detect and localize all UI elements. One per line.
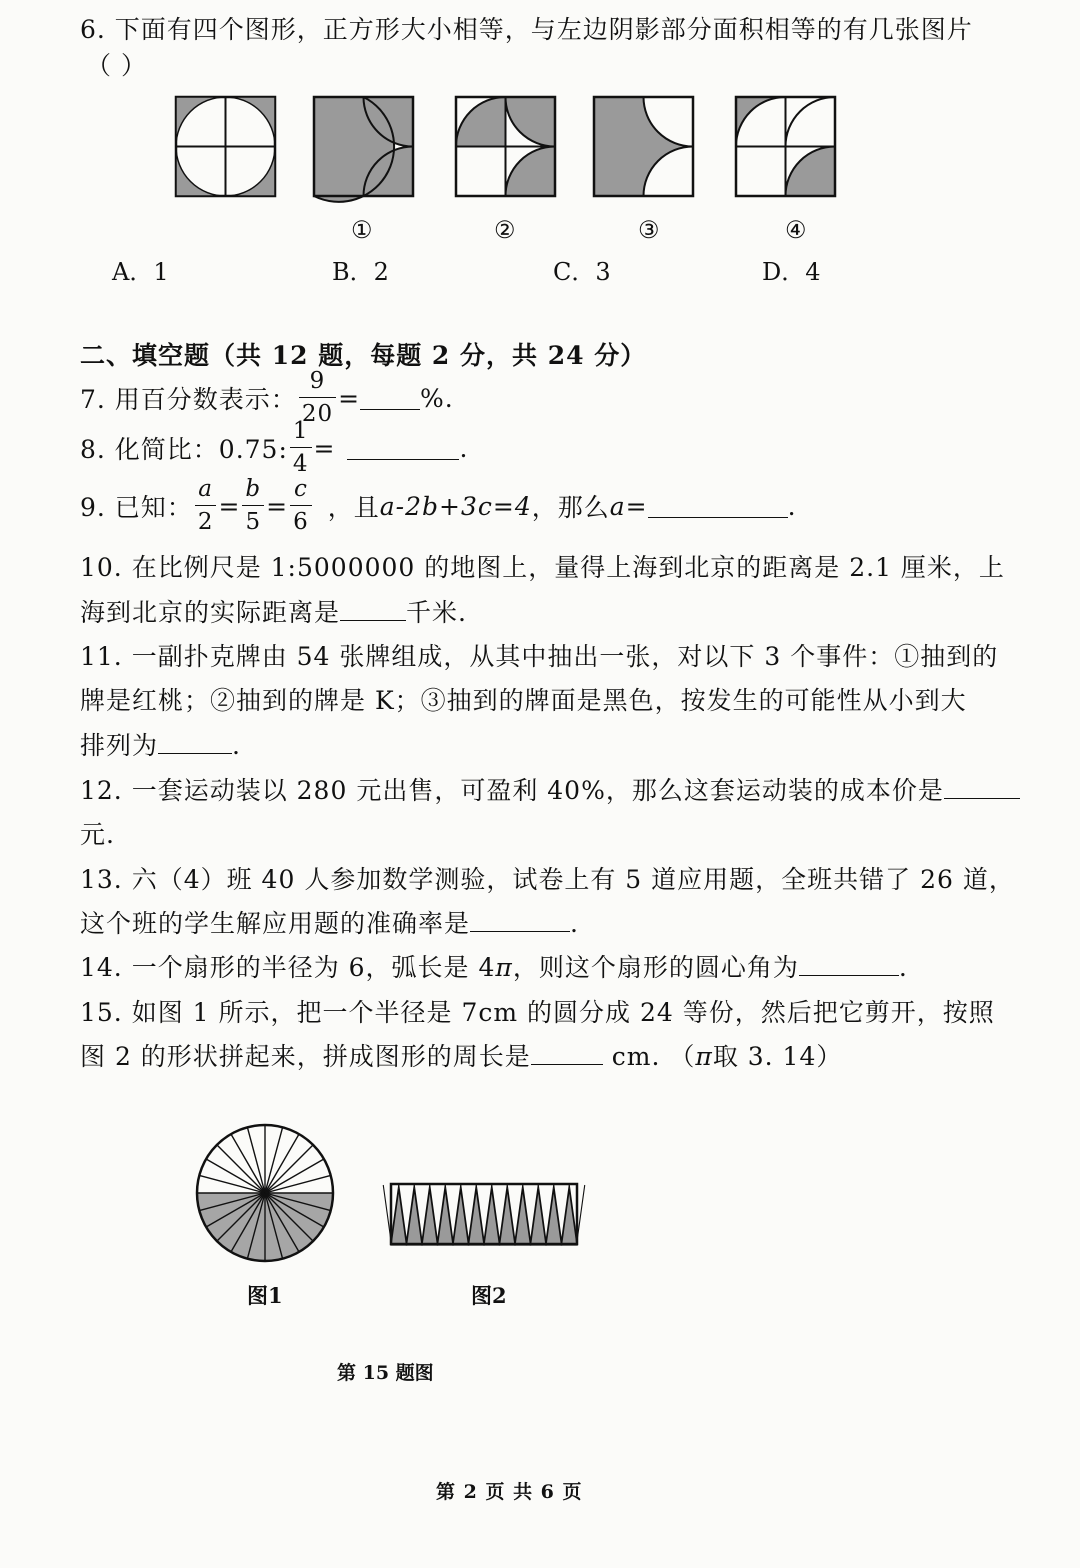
q15-unit: cm. （ (602, 1042, 696, 1071)
q13-line-2 (80, 904, 579, 940)
q8-answer-blank[interactable] (347, 437, 459, 460)
q8-line (80, 417, 468, 479)
q15-figure-2-shaded-sector (484, 1189, 500, 1245)
q15-figure-2-shaded-sector (469, 1189, 485, 1245)
q15-pi: π (695, 1042, 713, 1071)
q12-line-1-text: 12. 一套运动装以 280 元出售，可盈利 40%，那么这套运动装的成本价是 (80, 776, 944, 805)
q6-option-d: D．4 (762, 258, 821, 286)
q8-suffix: . (459, 433, 469, 463)
q12-line-2: 元. (80, 820, 115, 849)
q7-suffix: %. (420, 383, 454, 413)
q6-option-a: A．1 (112, 258, 169, 286)
q9-denominator-a: 2 (197, 509, 214, 535)
q6-figure-label-3: ③ (638, 216, 660, 244)
q6-figure-label-2: ② (494, 216, 516, 244)
q14-text-a: 14. 一个扇形的半径为 6，弧长是 4 (80, 953, 496, 982)
q15-figure-2-shaded-sector (515, 1189, 531, 1245)
q9-denominator-b: 5 (245, 509, 262, 535)
page-footer: 第 2 页 共 6 页 (436, 1481, 583, 1503)
q9-numerator-a: a (195, 478, 217, 506)
q13-line-2-text: 这个班的学生解应用题的准确率是 (80, 909, 471, 938)
q15-figure-1-radius (247, 1127, 265, 1193)
q9-prefix: 9. 已知： (80, 493, 193, 522)
q15-figure-group-caption: 第 15 题图 (337, 1362, 434, 1384)
q9-equals-1: = (218, 491, 241, 521)
q11-line-3 (80, 726, 241, 762)
q9-fraction-b (242, 478, 264, 534)
q11-line-3-text: 排列为 (80, 731, 159, 760)
q6-figure-3-square (594, 97, 693, 196)
q12-line-1 (80, 771, 1020, 807)
q6-option-b: B．2 (332, 258, 389, 286)
q14-suffix: . (898, 953, 908, 982)
q9-numerator-b: b (242, 478, 264, 506)
q11-answer-blank[interactable] (158, 731, 232, 754)
q8-denominator: 4 (292, 451, 309, 477)
q6-answer-paren: （ ） (86, 51, 147, 80)
q10-line-2-text: 海到北京的实际距离是 (80, 598, 341, 627)
q9-condition-lead: ，且 (327, 493, 380, 522)
q6-figure-label-1: ① (351, 216, 373, 244)
q7-prefix: 7. 用百分数表示： (80, 385, 297, 414)
q7-equals: = (338, 383, 361, 413)
q15-line-2 (80, 1037, 842, 1073)
q13-line-1: 13. 六（4）班 40 人参加数学测验，试卷上有 5 道应用题，全班共错了 26 道， (80, 865, 1015, 894)
q15-figure-1-caption: 图1 (247, 1283, 283, 1308)
q9-condition-equation: a-2b+3c=4 (379, 491, 532, 521)
q15-figure-2-shaded-sector (531, 1189, 547, 1245)
q6-text: 6. 下面有四个图形，正方形大小相等，与左边阴影部分面积相等的有几张图片 (80, 15, 973, 44)
q11-suffix: . (232, 731, 241, 760)
q15-figure-2-shaded-sector (562, 1189, 578, 1245)
q9-suffix: . (787, 491, 797, 521)
section-heading: 二、填空题（共 12 题，每题 2 分，共 24 分） (80, 341, 647, 370)
q8-equals: = (313, 433, 336, 463)
q15-figure-2-shaded-sector (391, 1189, 407, 1245)
q15-figure-1-radius (265, 1127, 283, 1193)
q7-answer-blank[interactable] (360, 387, 420, 410)
q9-answer-blank[interactable] (648, 495, 788, 518)
q14-pi: π (495, 953, 513, 982)
q15-line-1: 15. 如图 1 所示，把一个半径是 7cm 的圆分成 24 等份，然后把它剪开，按照 (80, 998, 995, 1027)
q15-figure-2-shaded-sector (407, 1189, 423, 1245)
q9-fraction-a (195, 478, 217, 534)
q12-answer-blank[interactable] (944, 776, 1020, 799)
q6-reference-square (176, 97, 275, 196)
q14-line (80, 948, 908, 984)
q6-figure-1-square (314, 97, 413, 196)
q13-suffix: . (570, 909, 579, 938)
q8-fraction (290, 420, 312, 476)
q15-figure-1-circle (194, 1122, 336, 1264)
q8-prefix: 8. 化简比：0.75: (80, 435, 288, 464)
q6-figure-2-square (456, 97, 555, 196)
q15-pi-note: 取 3. 14） (712, 1042, 843, 1071)
q11-line-2: 牌是红桃；②抽到的牌是 K；③抽到的牌面是黑色，按发生的可能性从小到大 (80, 686, 967, 715)
q9-fraction-c (290, 478, 312, 534)
q15-figure-2-caption: 图2 (471, 1283, 507, 1308)
q10-answer-blank[interactable] (340, 598, 406, 621)
q15-figure-2-shaded-sector (546, 1189, 562, 1245)
q10-unit: 千米. (406, 598, 467, 627)
q15-figure-1-radius (265, 1175, 331, 1193)
q9-condition-then: ，那么 (531, 493, 610, 522)
q11-line-1: 11. 一副扑克牌由 54 张牌组成，从其中抽出一张，对以下 3 个事件：①抽到的 (80, 642, 999, 671)
q7-numerator: 9 (299, 370, 336, 398)
q10-line-2 (80, 593, 467, 629)
q15-figure-2-shaded-sector (438, 1189, 454, 1245)
q15-figure-2-shaded-sector (422, 1189, 438, 1245)
q6-figure-4-square (736, 97, 835, 196)
q7-denominator: 20 (301, 401, 334, 427)
q15-figure-2-shaded-sector (500, 1189, 516, 1245)
q10-line-1: 10. 在比例尺是 1:5000000 的地图上，量得上海到北京的距离是 2.1 厘米，上 (80, 553, 1005, 582)
q15-figure-2-rearranged (390, 1183, 580, 1247)
q15-line-2-text: 图 2 的形状拼起来，拼成图形的周长是 (80, 1042, 531, 1071)
q15-figure-2-shaded-sector (453, 1189, 469, 1245)
q14-text-b: ，则这个扇形的圆心角为 (512, 953, 799, 982)
q8-numerator: 1 (290, 420, 312, 448)
q15-answer-blank[interactable] (531, 1042, 603, 1065)
q14-answer-blank[interactable] (799, 953, 899, 976)
q6-figure-label-4: ④ (785, 216, 807, 244)
q15-figure-1-radius (199, 1175, 265, 1193)
q9-equals-2: = (266, 491, 289, 521)
q13-answer-blank[interactable] (470, 909, 570, 932)
q9-line (80, 475, 797, 537)
q9-unknown: a= (609, 491, 648, 521)
q9-denominator-c: 6 (293, 509, 309, 535)
q6-option-c: C．3 (553, 258, 611, 286)
q9-numerator-c: c (290, 478, 312, 506)
